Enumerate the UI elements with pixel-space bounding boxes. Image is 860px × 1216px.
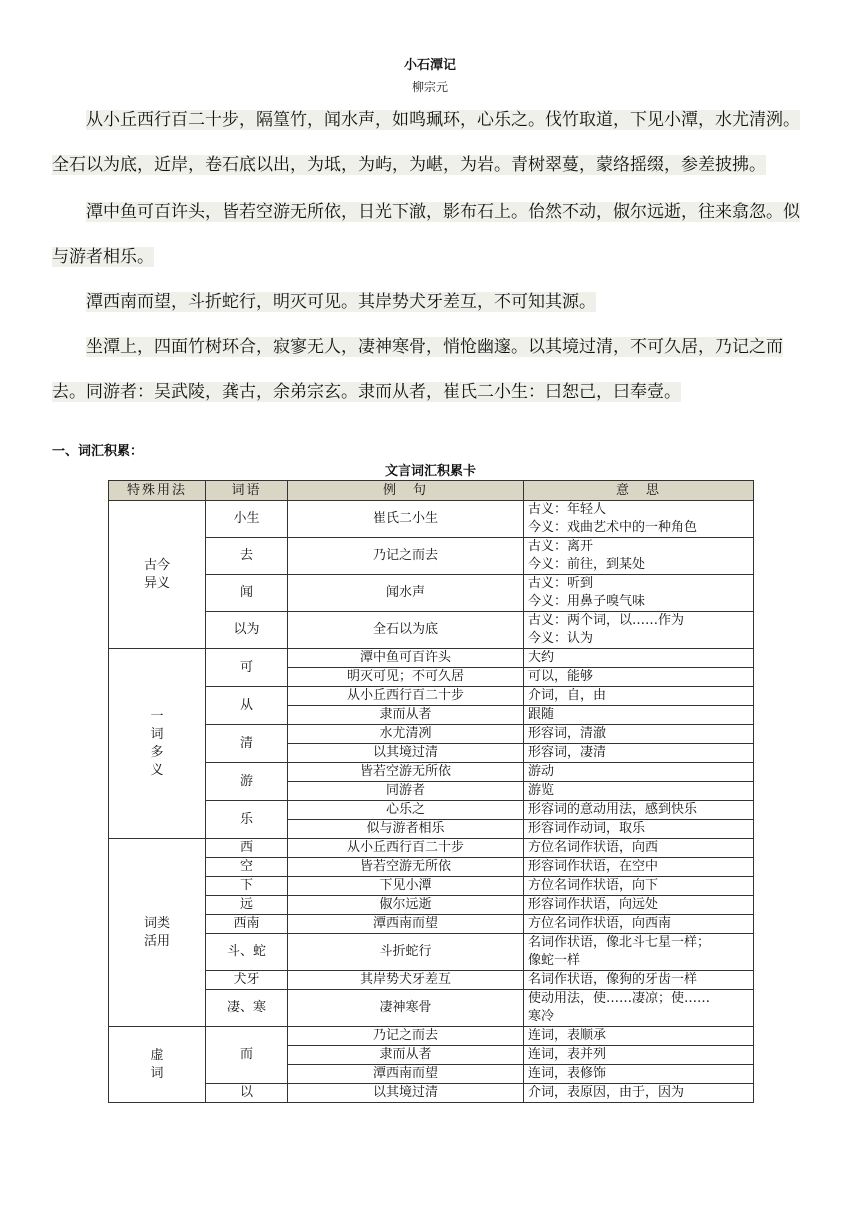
meaning-cell	[524, 990, 754, 1027]
table-caption: 文言词汇积累卡	[384, 464, 476, 479]
word-cell: 西南	[206, 915, 288, 934]
category-cell	[109, 839, 206, 1027]
meaning-line: 名词作状语，像北斗七星一样；	[528, 935, 711, 950]
example-cell: 其岸势犬牙差互	[288, 971, 524, 990]
table-row	[109, 612, 754, 649]
word-cell: 斗、蛇	[206, 934, 288, 971]
category-line: 古今	[143, 557, 170, 573]
example-cell: 凄神寒骨	[288, 990, 524, 1027]
table-row	[109, 915, 754, 934]
meaning-cell: 连词，表并列	[524, 1046, 754, 1065]
example-cell: 俶尔远逝	[288, 896, 524, 915]
meaning-cell	[524, 934, 754, 971]
meaning-cell: 连词，表顺承	[524, 1027, 754, 1046]
table-row	[109, 990, 754, 1027]
table-row	[109, 575, 754, 612]
word-cell: 凄、寒	[206, 990, 288, 1027]
example-cell: 下见小潭	[288, 877, 524, 896]
word-cell: 闻	[206, 575, 288, 612]
meaning-line: 今义：认为	[528, 631, 594, 646]
meaning-line: 今义：戏曲艺术中的一种角色	[528, 520, 698, 535]
example-cell: 闻水声	[288, 575, 524, 612]
example-cell: 心乐之	[288, 801, 524, 820]
meaning-line: 像蛇一样	[528, 953, 581, 968]
meaning-cell: 方位名词作状语，向西南	[524, 915, 754, 934]
example-cell: 以其境过清	[288, 744, 524, 763]
meaning-cell: 方位名词作状语，向西	[524, 839, 754, 858]
word-cell: 游	[206, 763, 288, 801]
table-row	[109, 501, 754, 538]
word-cell: 空	[206, 858, 288, 877]
example-cell: 乃记之而去	[288, 1027, 524, 1046]
category-cell	[109, 501, 206, 649]
header-word: 词语	[206, 481, 288, 501]
section-heading: 一、词汇积累：	[52, 444, 144, 459]
word-cell: 犬牙	[206, 971, 288, 990]
table-row	[109, 649, 754, 668]
category-line: 词	[150, 1065, 164, 1081]
example-cell: 斗折蛇行	[288, 934, 524, 971]
word-cell: 从	[206, 687, 288, 725]
category-line: 虚	[150, 1047, 164, 1063]
category-line: 异义	[143, 575, 170, 591]
meaning-line: 寒冷	[528, 1009, 555, 1024]
example-cell: 乃记之而去	[288, 538, 524, 575]
table-row	[109, 1027, 754, 1046]
meaning-cell: 形容词作状语，向远处	[524, 896, 754, 915]
meaning-cell: 可以，能够	[524, 668, 754, 687]
table-row	[109, 896, 754, 915]
word-cell: 去	[206, 538, 288, 575]
meaning-cell: 形容词的意动用法，感到快乐	[524, 801, 754, 820]
example-cell: 潭中鱼可百许头	[288, 649, 524, 668]
table-row	[109, 839, 754, 858]
example-cell: 潭西南而望	[288, 915, 524, 934]
table-row	[109, 934, 754, 971]
category-line: 词类	[143, 915, 170, 931]
vocabulary-table	[108, 480, 754, 1103]
word-cell: 以	[206, 1084, 288, 1103]
word-cell: 下	[206, 877, 288, 896]
word-cell: 清	[206, 725, 288, 763]
meaning-line: 使动用法，使……凄凉；使……	[528, 991, 711, 1006]
paragraph-1	[52, 98, 812, 188]
paragraph-1-text: 从小丘西行百二十步，隔篁竹，闻水声，如鸣珮环，心乐之。伐竹取道，下见小潭，水尤清洌。全石以为底，近岸，卷石底以出，为坻，为屿，为嵁，为岩。青树翠蔓，蒙络摇缀，参差披拂。	[52, 110, 800, 175]
table-row	[109, 858, 754, 877]
example-cell: 明灭可见；不可久居	[288, 668, 524, 687]
category-line: 一	[150, 708, 164, 724]
meaning-cell: 连词，表修饰	[524, 1065, 754, 1084]
category-line: 活用	[143, 933, 170, 949]
header-meaning: 意 思	[524, 481, 754, 501]
example-cell: 隶而从者	[288, 1046, 524, 1065]
meaning-line: 今义：前往，到某处	[528, 557, 646, 572]
meaning-line: 古义：离开	[528, 539, 594, 554]
word-cell: 西	[206, 839, 288, 858]
example-cell: 皆若空游无所依	[288, 763, 524, 782]
meaning-cell: 游览	[524, 782, 754, 801]
meaning-cell: 大约	[524, 649, 754, 668]
paragraph-2	[52, 190, 812, 280]
example-cell: 崔氏二小生	[288, 501, 524, 538]
meaning-cell: 形容词作状语，在空中	[524, 858, 754, 877]
table-row	[109, 877, 754, 896]
category-cell	[109, 1027, 206, 1103]
meaning-cell	[524, 612, 754, 649]
table-row	[109, 1084, 754, 1103]
meaning-cell	[524, 501, 754, 538]
meaning-cell	[524, 575, 754, 612]
example-cell: 皆若空游无所依	[288, 858, 524, 877]
table-row	[109, 801, 754, 820]
example-cell: 潭西南而望	[288, 1065, 524, 1084]
paragraph-3	[52, 280, 812, 325]
example-cell: 从小丘西行百二十步	[288, 839, 524, 858]
meaning-cell: 跟随	[524, 706, 754, 725]
category-line: 多	[150, 744, 164, 760]
meaning-line: 古义：两个词，以……作为	[528, 613, 685, 628]
table-row	[109, 725, 754, 744]
category-line: 义	[150, 762, 164, 778]
table-header-row	[109, 481, 754, 501]
header-example: 例 句	[288, 481, 524, 501]
meaning-cell: 方位名词作状语，向下	[524, 877, 754, 896]
meaning-cell: 名词作状语，像狗的牙齿一样	[524, 971, 754, 990]
word-cell: 而	[206, 1027, 288, 1084]
table-row	[109, 687, 754, 706]
word-cell: 远	[206, 896, 288, 915]
example-cell: 全石以为底	[288, 612, 524, 649]
word-cell: 乐	[206, 801, 288, 839]
word-cell: 以为	[206, 612, 288, 649]
paragraph-5-text: 同游者：吴武陵，龚古，余弟宗玄。隶而从者，崔氏二小生：曰恕己，曰奉壹。	[86, 382, 681, 402]
example-cell: 似与游者相乐	[288, 820, 524, 839]
example-cell: 隶而从者	[288, 706, 524, 725]
meaning-cell: 形容词作动词，取乐	[524, 820, 754, 839]
author-name: 柳宗元	[411, 80, 448, 94]
table-row	[109, 971, 754, 990]
table-row	[109, 538, 754, 575]
meaning-cell: 形容词，清澈	[524, 725, 754, 744]
meaning-line: 今义：用鼻子嗅气味	[528, 594, 646, 609]
paragraph-3-text: 潭西南而望，斗折蛇行，明灭可见。其岸势犬牙差互，不可知其源。	[86, 292, 596, 312]
category-line: 词	[150, 726, 164, 742]
category-cell	[109, 649, 206, 839]
meaning-cell: 形容词，凄清	[524, 744, 754, 763]
meaning-cell: 游动	[524, 763, 754, 782]
paragraph-4-text: 坐潭上，四面竹树环合，寂寥无人，凄神寒骨，悄怆幽邃。以其境过清，不可久居，乃记之而去。	[52, 337, 783, 402]
meaning-line: 古义：年轻人	[528, 502, 607, 517]
word-cell: 小生	[206, 501, 288, 538]
paragraph-2-text: 潭中鱼可百许头，皆若空游无所依，日光下澈，影布石上。佁然不动，俶尔远逝，往来翕忽。似与游者相乐。	[52, 202, 800, 267]
paragraph-5	[52, 370, 812, 415]
header-usage: 特殊用法	[109, 481, 206, 501]
example-cell: 水尤清冽	[288, 725, 524, 744]
word-cell: 可	[206, 649, 288, 687]
meaning-cell: 介词，表原因，由于，因为	[524, 1084, 754, 1103]
meaning-line: 古义：听到	[528, 576, 594, 591]
meaning-cell: 介词，自，由	[524, 687, 754, 706]
example-cell: 从小丘西行百二十步	[288, 687, 524, 706]
table-row	[109, 763, 754, 782]
meaning-cell	[524, 538, 754, 575]
example-cell: 同游者	[288, 782, 524, 801]
example-cell: 以其境过清	[288, 1084, 524, 1103]
page-title: 小石潭记	[403, 58, 456, 73]
